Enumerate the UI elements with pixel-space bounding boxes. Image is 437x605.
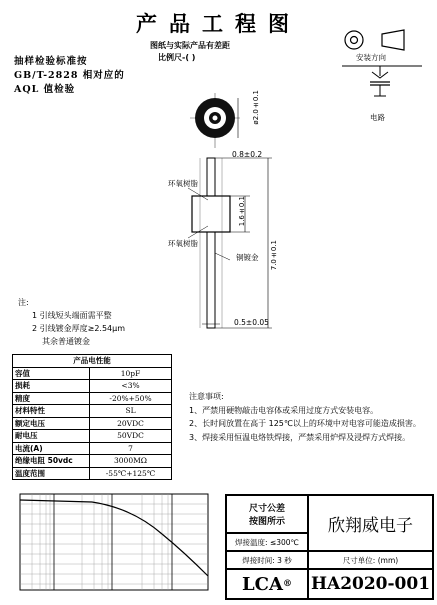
inspection-line-3: AQL 值检验 [14,84,76,95]
table-row [13,367,172,380]
table-row [13,392,172,405]
attention-item: 2、长时间放置在高于 125℃以上的环境中对电容可能造成损害。 [189,419,421,428]
dim-total-length: 7.0±0.1 [270,240,278,271]
table-row [13,417,172,430]
weld-time: 焊接时间: 3 秒 [226,551,308,569]
dim-lead-diameter: 0.8±0.2 [232,150,263,159]
attention-item: 3、焊接采用恒温电烙铁焊接，严禁采用炉焊及浸焊方式焊接。 [189,432,411,442]
brand-text: LCA [242,573,283,595]
table-row [13,380,172,393]
response-graph [12,490,212,598]
table-row [13,442,172,455]
label-epoxy-top: 环氧树脂 [168,179,198,188]
registered-mark: ® [282,579,292,589]
spec-key: 材料特性 [13,405,90,418]
attention-notes [189,390,424,444]
install-ring-icon [345,31,363,49]
spec-value: 7 [90,442,172,455]
capacitor-body-icon [192,196,230,232]
part-number: HA2020-001 [308,569,433,599]
notes-heading: 注: [18,298,29,307]
inspection-line-1: 抽样检验标准按 [14,56,88,67]
install-cone-icon [382,30,404,50]
label-epoxy-bottom: 环氧树脂 [168,239,198,248]
company-name: 欣翔威电子 [308,495,433,551]
dimension-unit: 尺寸单位: (mm) [308,551,433,569]
spec-key: 耐电压 [13,430,90,443]
spec-key: 额定电压 [13,417,90,430]
spec-key: 电流(A) [13,442,90,455]
dim-bottom: 0.5±0.05 [234,318,269,327]
spec-value: 50VDC [90,430,172,443]
note-item: 2 引线镀金厚度≥2.54μm [32,324,126,333]
table-row [13,405,172,418]
inspection-standard [14,55,129,97]
table-row [13,467,172,480]
spec-table [12,354,172,480]
spec-key: 容值 [13,367,90,380]
notes [18,296,125,348]
dim-body-height: 1.6±0.1 [238,196,246,227]
tolerance-line-2: 按图所示 [248,517,285,527]
spec-key: 损耗 [13,380,90,393]
spec-value: 20VDC [90,417,172,430]
page-title: 产品工程图 [136,11,301,36]
subtitle-scale: 比例尺-( ) [158,53,196,62]
note-item: 1 引线短头端面需平整 [32,311,112,320]
attention-item: 1、严禁用硬物敲击电容体或采用过度方式安装电容。 [189,405,379,415]
attention-heading: 注意事项: [189,392,224,401]
table-row [13,455,172,468]
inspection-line-2: GB/T-2828 相对应的 [14,70,125,81]
spec-value: SL [90,405,172,418]
spec-value: 10pF [90,367,172,380]
brand-logo [226,569,308,599]
spec-key: 精度 [13,392,90,405]
table-row [13,430,172,443]
spec-key: 温度范围 [13,467,90,480]
circuit-label: 电路 [370,113,385,122]
spec-value: -55℃+125℃ [90,467,172,480]
spec-value: <3% [90,380,172,393]
weld-temperature: 焊接温度: ≤300℃ [226,533,308,551]
install-symbols [330,26,430,126]
spec-table-header: 产品电性能 [13,355,172,368]
tolerance-line-1: 尺寸公差 [248,504,285,514]
dim-diameter: ø2.0±0.1 [252,90,260,125]
title-block [225,494,434,600]
tolerance-cell [226,495,308,533]
spec-value: -20%+50% [90,392,172,405]
spec-value: 3000MΩ [90,455,172,468]
subtitle-disclaimer: 图纸与实际产品有差距 [150,41,230,50]
spec-key: 绝缘电阻 50vdc [13,455,90,468]
label-copper-gold: 铜镀金 [236,253,259,262]
note-item: 其余普通镀金 [42,337,90,346]
install-direction-label: 安装方向 [356,53,386,62]
